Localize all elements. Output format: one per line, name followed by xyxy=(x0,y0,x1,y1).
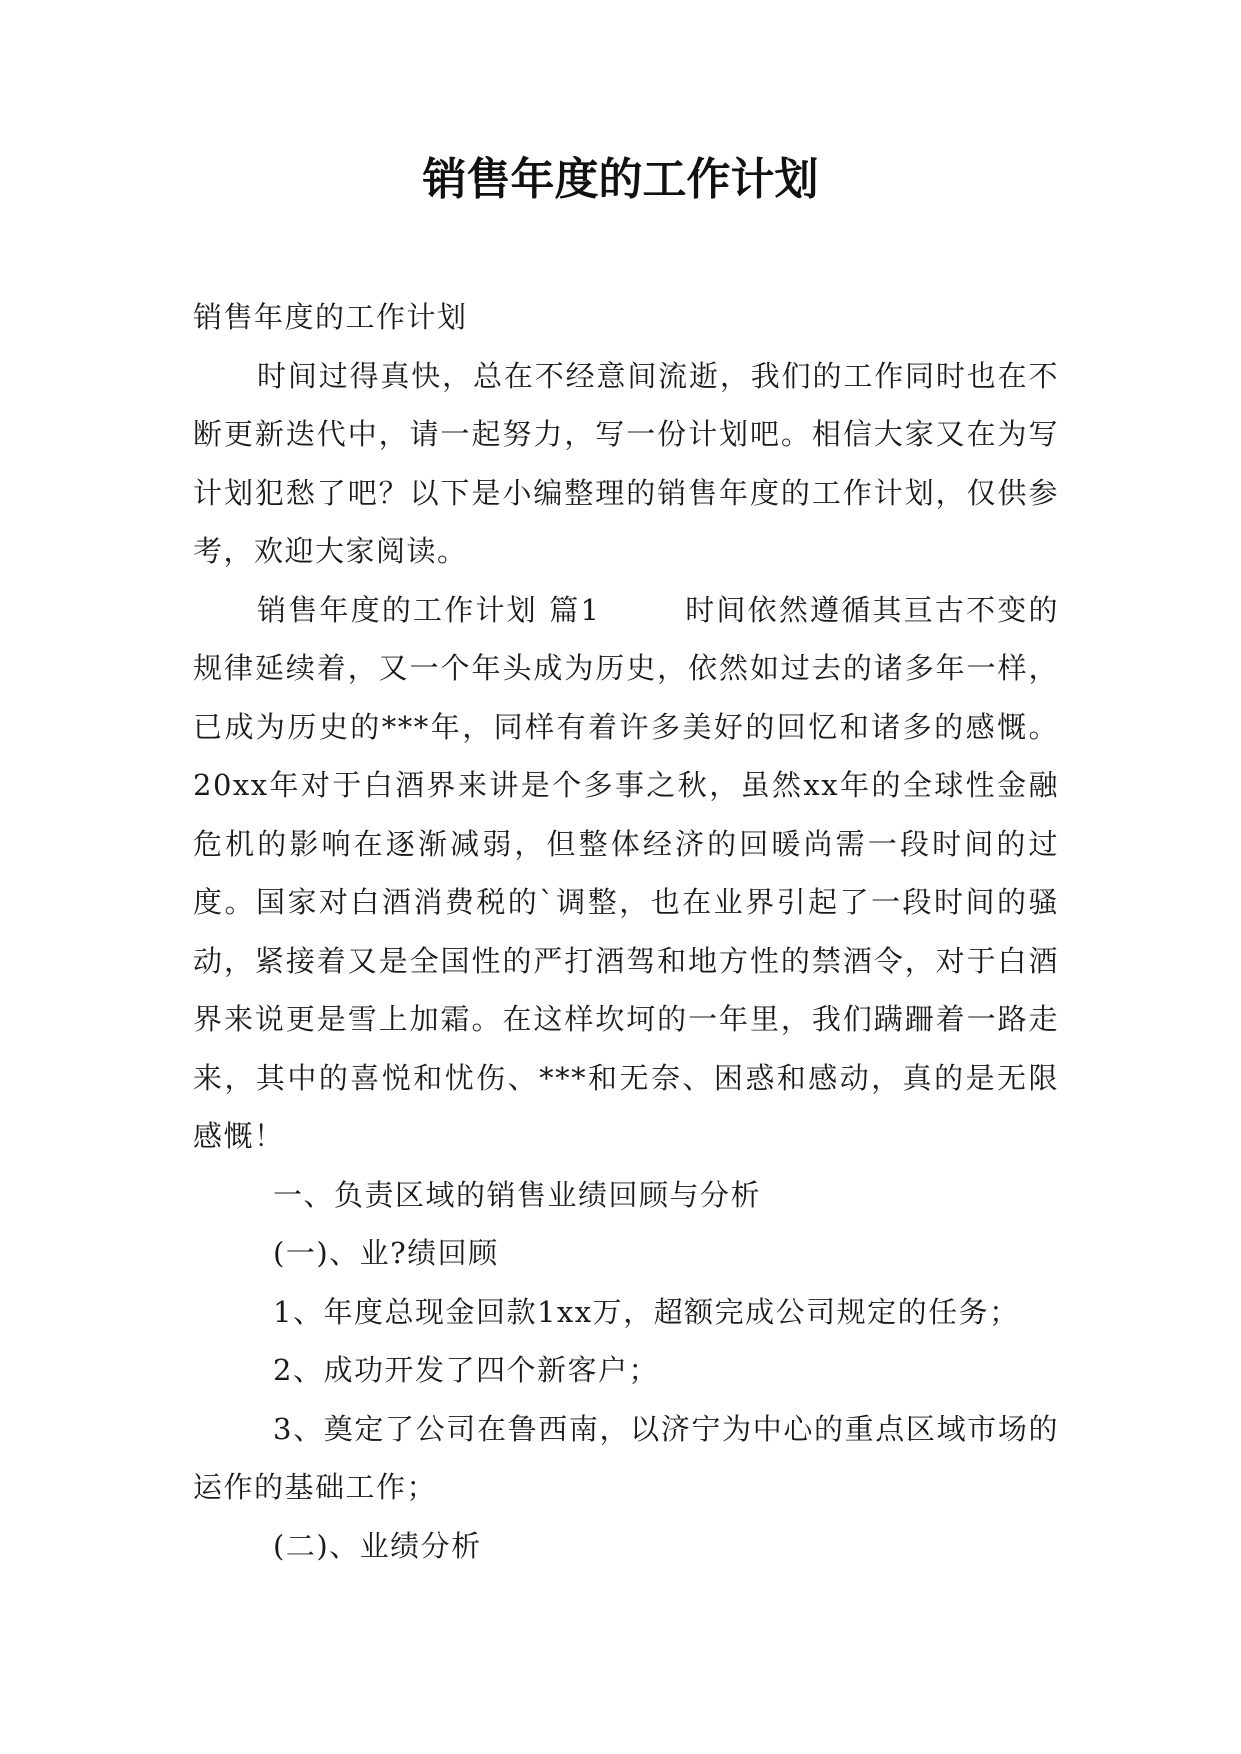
list-item: 3、奠定了公司在鲁西南，以济宁为中心的重点区域市场的运作的基础工作； xyxy=(193,1411,1059,1504)
intro-heading: 销售年度的工作计划 xyxy=(193,300,468,334)
heading-level-2: (一)、业?绩回顾 xyxy=(273,1236,499,1270)
section-paragraph xyxy=(193,581,1059,1166)
heading-level-2: (二)、业绩分析 xyxy=(273,1528,482,1563)
heading-level-1: 一、负责区域的销售业绩回顾与分析 xyxy=(273,1177,762,1212)
document-body xyxy=(193,288,1059,1575)
section-heading: 销售年度的工作计划 篇1 xyxy=(257,592,601,627)
list-item: 1、年度总现金回款1xx万，超额完成公司规定的任务； xyxy=(273,1294,1020,1329)
list-item: 2、成功开发了四个新客户； xyxy=(273,1353,659,1387)
section-body: 时间依然遵循其亘古不变的规律延续着，又一个年头成为历史，依然如过去的诸多年一样，已成为历史的***年，同样有着许多美好的回忆和诸多的感慨。20xx年对于白酒界来讲是个多事之秋，虽然xx年的全球性金融危机的影响在逐渐减弱，但整体经济的回暖尚需一段时间的过度。国家对白酒消费税的`调整，也在业界引起了一段时间的骚动，紧接着又是全国性的严打酒驾和地方性的禁酒令，对于白酒界来说更是雪上加霜。在这样坎坷的一年里，我们蹒跚着一路走来，其中的喜悦和忧伤、***和无奈、困惑和感动，真的是无限感慨！ xyxy=(193,592,1059,1153)
document-title: 销售年度的工作计划 xyxy=(422,154,819,205)
intro-paragraph: 时间过得真快，总在不经意间流逝，我们的工作同时也在不断更新迭代中，请一起努力，写一份计划吧。相信大家又在为写计划犯愁了吧？以下是小编整理的销售年度的工作计划，仅供参考，欢迎大家阅读。 xyxy=(193,358,1059,568)
